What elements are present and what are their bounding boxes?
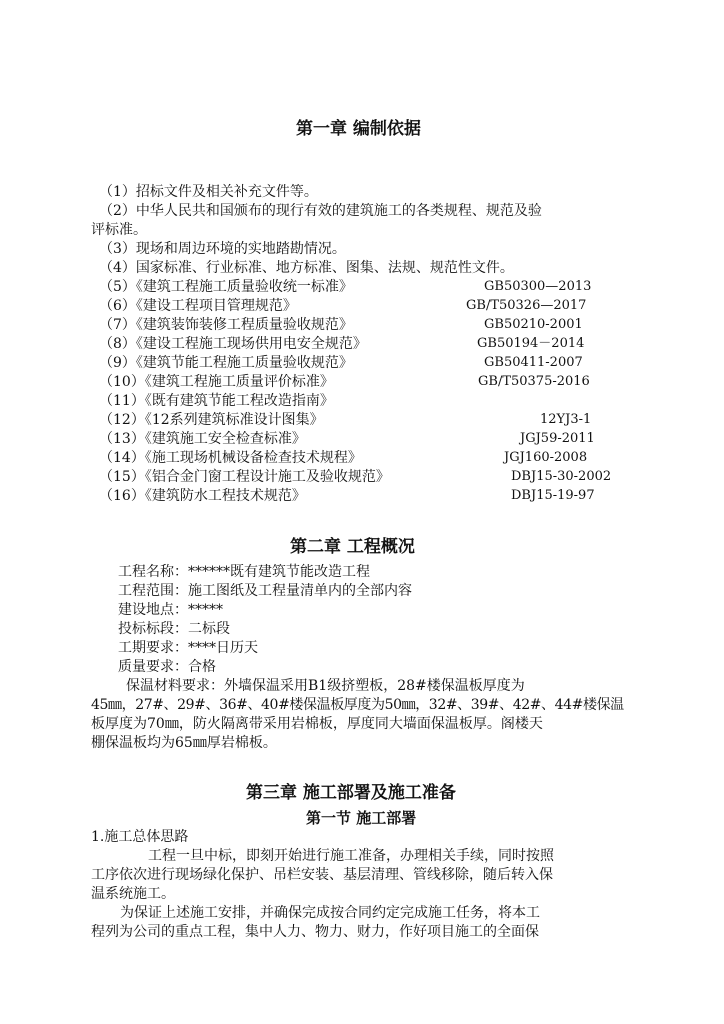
paragraph-line: 为保证上述施工安排，并确保完成按合同约定完成施工任务，将本工: [120, 905, 540, 921]
ref-code: 12YJ3-1: [540, 412, 592, 427]
basis-item-1: （1）招标文件及相关补充文件等。: [99, 184, 318, 200]
ref-name: （5）《建筑工程施工质量验收统一标准》: [99, 279, 353, 295]
paragraph-line: 工程一旦中标，即刻开始进行施工准备，办理相关手续，同时按照: [148, 848, 554, 864]
ref-code: GB/T50375-2016: [478, 374, 590, 389]
overview-line: 工程范围：施工图纸及工程量清单内的全部内容: [118, 583, 412, 599]
overview-line: 工期要求：****日历天: [118, 640, 258, 656]
basis-item-4: （4）国家标准、行业标准、地方标准、图集、法规、规范性文件。: [99, 260, 514, 276]
ref-code: GB50194－2014: [477, 336, 585, 351]
ref-name: （7）《建筑装饰装修工程质量验收规范》: [99, 317, 353, 333]
ref-name: （15）《铝合金门窗工程设计施工及验收规范》: [99, 469, 390, 485]
basis-item-2: （2）中华人民共和国颁布的现行有效的建筑施工的各类规程、规范及验: [99, 203, 542, 219]
subheading: 1.施工总体思路: [91, 829, 189, 845]
ref-code: GB50411-2007: [484, 355, 583, 370]
paragraph-line: 工序依次进行现场绿化保护、吊栏安装、基层清理、管线移除，随后转入保: [91, 867, 553, 883]
insulation-line: 保温材料要求：外墙保温采用B1级挤塑板，28#楼保温板厚度为: [126, 678, 525, 694]
ref-code: DBJ15-30-2002: [511, 469, 612, 484]
ref-code: GB50300—2013: [484, 279, 592, 294]
chapter3-title: 第三章 施工部署及施工准备: [246, 783, 456, 803]
overview-line: 质量要求：合格: [118, 659, 216, 675]
ref-name: （9）《建筑节能工程施工质量验收规范》: [99, 355, 353, 371]
paragraph-line: 程列为公司的重点工程，集中人力、物力、财力，作好项目施工的全面保: [91, 924, 539, 940]
overview-line: 建设地点：*****: [118, 602, 223, 618]
ref-code: GB/T50326—2017: [466, 298, 587, 313]
paragraph-line: 温系统施工。: [91, 886, 175, 902]
overview-line: 投标标段：二标段: [118, 621, 230, 637]
insulation-line: 板厚度为70㎜，防火隔离带采用岩棉板，厚度同大墙面保温板厚。阁楼天: [91, 716, 543, 732]
basis-item-3: （3）现场和周边环境的实地踏勘情况。: [99, 241, 346, 257]
insulation-line: 45㎜，27#、29#、36#、40#楼保温板厚度为50㎜，32#、39#、42#、44#楼保温: [91, 697, 624, 713]
ref-name: （8）《建设工程施工现场供用电安全规范》: [99, 336, 367, 352]
section1-title: 第一节 施工部署: [306, 809, 417, 827]
ref-name: （6）《建设工程项目管理规范》: [99, 298, 297, 314]
insulation-line: 棚保温板均为65㎜厚岩棉板。: [91, 735, 277, 751]
ref-code: JGJ59-2011: [520, 431, 595, 446]
ref-name: （14）《施工现场机械设备检查技术规程》: [99, 450, 362, 466]
ref-name: （10）《建筑工程施工质量评价标准》: [99, 374, 334, 390]
overview-line: 工程名称：******既有建筑节能改造工程: [118, 564, 370, 580]
ref-code: GB50210-2001: [484, 317, 583, 332]
ref-name: （13）《建筑施工安全检查标准》: [99, 431, 306, 447]
chapter1-title: 第一章 编制依据: [296, 119, 421, 139]
ref-name: （16）《建筑防水工程技术规范》: [99, 488, 306, 504]
ref-name: （12）《12系列建筑标准设计图集》: [99, 412, 324, 428]
ref-name: （11）《既有建筑节能工程改造指南》: [99, 393, 334, 409]
basis-item-2-cont: 评标准。: [91, 222, 147, 238]
ref-code: JGJ160-2008: [504, 450, 588, 465]
ref-code: DBJ15-19-97: [511, 488, 595, 503]
chapter2-title: 第二章 工程概况: [290, 537, 415, 557]
